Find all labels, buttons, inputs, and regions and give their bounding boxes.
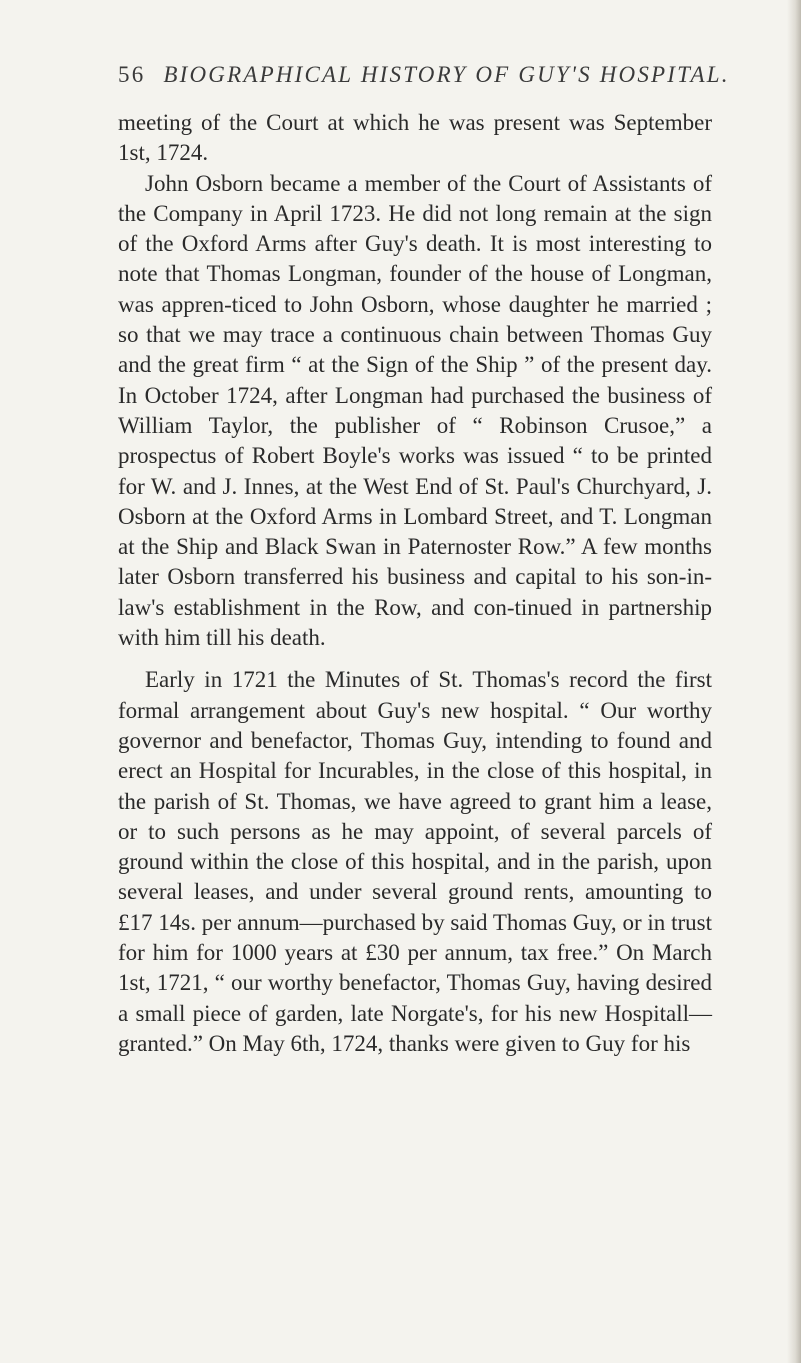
running-title: BIOGRAPHICAL HISTORY OF GUY'S HOSPITAL. xyxy=(163,62,730,87)
paragraph-minutes-1721: Early in 1721 the Minutes of St. Thomas's record the first formal arrangement about Guy's new hospital. “ Our worthy governor and benefactor, Thomas Guy, intending to found and erect an Hospital for Incurables, in the close of this hospital, in the parish of St. Thomas, we have agreed to grant him a lease, or to such persons as he may appoint, of several parcels of ground within the close of this hospital, and in the parish, upon several leases, and under several ground rents, amounting to £17 14s. per annum—purchased by said Thomas Guy, or in trust for him for 1000 years at £30 per annum, tax free.” On March 1st, 1721, “ our worthy benefactor, Thomas Guy, having desired a small piece of garden, late Norgate's, for his new Hospitall—granted.” On May 6th, 1724, thanks were given to Guy for his xyxy=(118,667,712,1056)
page-edge-shadow xyxy=(787,0,801,1363)
page-number: 56 xyxy=(118,62,146,87)
paragraph-continuation: meeting of the Court at which he was present was September 1st, 1724. xyxy=(118,110,712,166)
running-head xyxy=(118,62,730,88)
paragraph-osborn-longman: John Osborn became a member of the Court of Assistants of the Company in April 1723. He did not long remain at the sign of the Oxford Arms after Guy's death. It is most interesting to note that Thomas Longman, founder of the house of Longman, was appren-ticed to John Osborn, whose daughter he married ; so that we may trace a continuous chain between Thomas Guy and the great firm “ at the Sign of the Ship ” of the present day. In October 1724, after Longman had purchased the business of William Taylor, the publisher of “ Robinson Crusoe,” a prospectus of Robert Boyle's works was issued “ to be printed for W. and J. Innes, at the West End of St. Paul's Churchyard, J. Osborn at the Oxford Arms in Lombard Street, and T. Longman at the Ship and Black Swan in Paternoster Row.” A few months later Osborn transferred his business and capital to his son-in-law's establishment in the Row, and con-tinued in partnership with him till his death. xyxy=(118,170,712,651)
body-text xyxy=(118,108,712,1059)
